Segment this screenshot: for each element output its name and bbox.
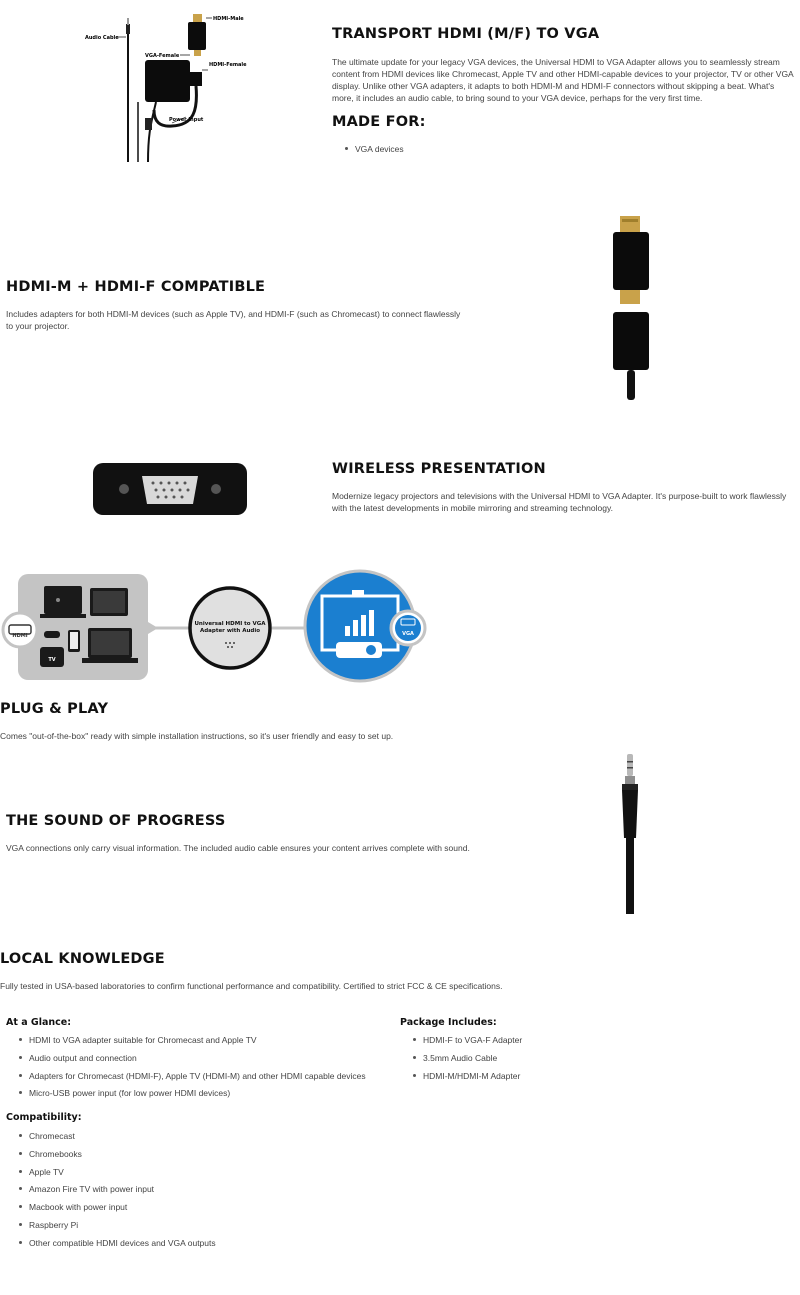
made-for-title: MADE FOR: bbox=[332, 114, 426, 130]
connection-diagram bbox=[0, 568, 440, 688]
list-item: Micro-USB power input (for low power HDMI devices) bbox=[6, 1087, 396, 1105]
section-title-sound: THE SOUND OF PROGRESS bbox=[6, 813, 226, 829]
label-vga-female: VGA-Female bbox=[145, 53, 180, 59]
section-body-sound: VGA connections only carry visual information. The included audio cable ensures your content arrives complete with sound. bbox=[6, 843, 470, 853]
list-item: 3.5mm Audio Cable bbox=[400, 1052, 700, 1070]
package-list bbox=[400, 1034, 700, 1087]
adapter-label-line2: Adapter with Audio bbox=[199, 628, 261, 634]
list-item: Chromecast bbox=[6, 1130, 396, 1148]
list-item: Other compatible HDMI devices and VGA outputs bbox=[6, 1237, 396, 1255]
list-item: Amazon Fire TV with power input bbox=[6, 1183, 396, 1201]
section-title-compatible: HDMI-M + HDMI-F COMPATIBLE bbox=[6, 279, 266, 295]
package-title: Package Includes: bbox=[400, 1017, 497, 1028]
hdmi-badge: HDMI bbox=[12, 633, 28, 639]
glance-title: At a Glance: bbox=[6, 1017, 72, 1028]
section-body-transport: The ultimate update for your legacy VGA devices, the Universal HDMI to VGA Adapter allows you to seamlessly stream content from HDMI devices like Chromecast, Apple TV and other HDMI-capable devices to your projector, TV or other VGA display. Unlike other VGA adapters, it adapts to both HDMI-M and HDMI-F connectors without skipping a beat. What's more, it includes an audio cable, to bring sound to your VGA device, perhaps for the very first time. bbox=[332, 57, 794, 103]
label-power-input: Power Input bbox=[169, 117, 204, 123]
glance-list bbox=[6, 1034, 396, 1105]
compat-list bbox=[6, 1130, 396, 1255]
section-title-wireless: WIRELESS PRESENTATION bbox=[332, 461, 546, 477]
product-diagram bbox=[82, 10, 262, 168]
list-item: Macbook with power input bbox=[6, 1201, 396, 1219]
section-body-compatible: Includes adapters for both HDMI-M devices (such as Apple TV), and HDMI-F (such as Chromecast) to connect flawlessly to your projector. bbox=[6, 309, 461, 331]
list-item: Raspberry Pi bbox=[6, 1219, 396, 1237]
list-item: Apple TV bbox=[6, 1166, 396, 1184]
audio-cable-image bbox=[612, 752, 648, 917]
vga-port-image bbox=[92, 462, 248, 516]
compat-title: Compatibility: bbox=[6, 1112, 82, 1123]
section-title-plug-play: PLUG & PLAY bbox=[0, 701, 109, 717]
label-hdmi-female: HDMI-Female bbox=[209, 62, 247, 68]
hdmi-adapters-image bbox=[600, 210, 660, 405]
list-item: VGA devices bbox=[332, 143, 632, 161]
list-item: Chromebooks bbox=[6, 1148, 396, 1166]
label-audio-cable: Audio Cable bbox=[85, 35, 119, 41]
section-title-local: LOCAL KNOWLEDGE bbox=[0, 951, 165, 967]
section-body-plug-play: Comes "out-of-the-box" ready with simple installation instructions, so it's user friendly and easy to set up. bbox=[0, 731, 394, 741]
made-for-list bbox=[332, 143, 632, 161]
section-title-transport: TRANSPORT HDMI (M/F) TO VGA bbox=[332, 26, 600, 42]
list-item: HDMI-F to VGA-F Adapter bbox=[400, 1034, 700, 1052]
label-hdmi-male: HDMI-Male bbox=[213, 16, 244, 22]
vga-badge: VGA bbox=[402, 631, 414, 637]
list-item: HDMI to VGA adapter suitable for Chromecast and Apple TV bbox=[6, 1034, 396, 1052]
adapter-label-line1: Universal HDMI to VGA bbox=[194, 621, 266, 627]
section-body-local: Fully tested in USA-based laboratories to confirm functional performance and compatibility. Certified to strict FCC & CE specifications. bbox=[0, 981, 503, 991]
tv-badge: TV bbox=[48, 657, 56, 663]
list-item: Audio output and connection bbox=[6, 1052, 396, 1070]
list-item: Adapters for Chromecast (HDMI-F), Apple TV (HDMI-M) and other HDMI capable devices bbox=[6, 1070, 396, 1088]
section-body-wireless: Modernize legacy projectors and televisions with the Universal HDMI to VGA Adapter. It's purpose-built to work flawlessly with the latest developments in mobile mirroring and streaming technology. bbox=[332, 491, 787, 513]
list-item: HDMI-M/HDMI-M Adapter bbox=[400, 1070, 700, 1088]
